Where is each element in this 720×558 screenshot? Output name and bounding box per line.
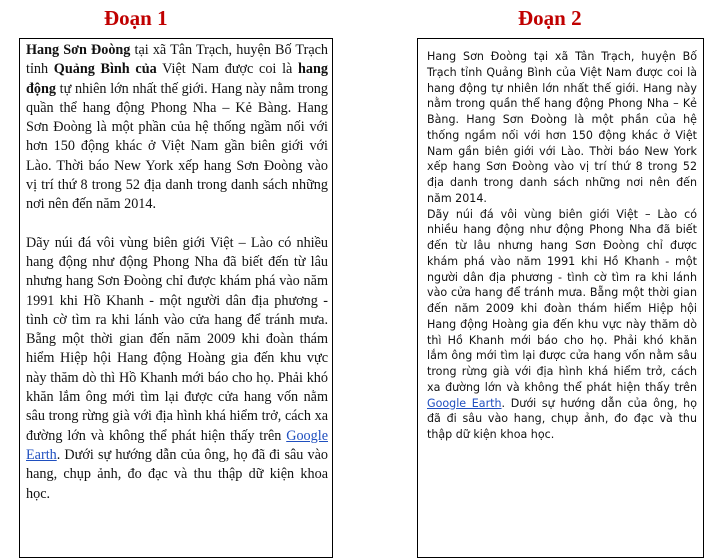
doan-2-paragraph-2 xyxy=(427,207,697,443)
text-box-doan-2 xyxy=(417,38,704,558)
doan-1-bold-quang-binh: Quảng Bình của xyxy=(53,61,157,78)
doan-1-text-segment: tại xã Tân Trạch, huyện Bố Trạch tỉnh xyxy=(26,42,329,78)
doan-1-text-segment: tự nhiên lớn nhất thế giới. Hang này nằm trong quần thể hang động Phong Nha – Kẻ Bàng. Hang Sơn Đoòng là một phần của hệ thống ngầm nối với hơn 150 động khác ở Việt Nam gần biên giới với Lào. Thời báo New York xếp hang Sơn Đoòng vào vị trí thứ 8 trong 52 địa danh trong danh sách những nơi nên đến năm 2014. xyxy=(26,80,328,213)
doan-2-text-segment: Dãy núi đá vôi vùng biên giới Việt – Lào có nhiều hang động như động Phong Nha đã biết đến từ lâu nhưng hang Sơn Đoòng chỉ được khám phá vào năm 1991 khi Hồ Khanh - một người dân địa phương - tình cờ tìm ra khi lánh vào cửa hang để tránh mưa. Bẵng một thời gian đến năm 2009 khi đoàn thám hiểm Hiệp hội Hang động Hoàng gia đến khu vực này thăm dò thì Hồ Khanh mới báo cho họ. Phải khó khăn lắm ông mới tìm lại được cửa hang vốn nằm sâu trong rừng già với địa hình khá hiểm trở, cách xa đường lớn và không thể phát hiện thấy trên xyxy=(427,207,697,394)
doan-1-text-segment: Dãy núi đá vôi vùng biên giới Việt – Lào có nhiều hang động như động Phong Nha đã biết đến từ lâu nhưng hang Sơn Đoòng chỉ được khám phá vào năm 1991 khi Hồ Khanh - một người dân địa phương - tình cờ tìm ra khi lánh vào cửa hang để tránh mưa. Bẵng một thời gian đến năm 2009 khi đoàn thám hiểm Hiệp hội Hang động Hoàng gia đến khu vực này thăm dò thì Hồ Khanh mới báo cho họ. Phải khó khăn lắm ông mới tìm lại được cửa hang vốn nằm sâu trong rừng già với địa hình khá hiểm trở, cách xa đường lớn và không thể phát hiện thấy trên xyxy=(26,234,328,444)
doan-1-google-earth-link[interactable]: Google Earth xyxy=(26,427,328,463)
doan-1-paragraph-2 xyxy=(26,234,328,504)
heading-doan-2: Đoạn 2 xyxy=(518,6,582,30)
doan-1-bold-hang-son-doong: Hang Sơn Đoòng xyxy=(26,42,131,58)
doan-2-paragraph-1: Hang Sơn Đoòng tại xã Tân Trạch, huyện Bố Trạch tỉnh Quảng Bình của Việt Nam được coi là hang động tự nhiên lớn nhất thế giới. Hang này nằm trong quần thể hang động Phong Nha – Kẻ Bàng. Hang Sơn Đoòng là một phần của hệ thống ngầm nối với hơn 150 động khác ở Việt Nam gần biên giới với Lào. Thời báo New York xếp hang Sơn Đoòng vào vị trí thứ 8 trong 52 địa danh trong danh sách những nơi nên đến năm 2014. xyxy=(427,50,697,205)
doan-1-paragraph-1 xyxy=(26,41,328,215)
doan-2-text-segment: . Dưới sự hướng dẫn của ông, họ đã đi sâu vào hang, chụp ảnh, đo đạc và thu thập dữ kiện khoa học. xyxy=(427,396,697,441)
text-box-doan-1 xyxy=(19,38,333,558)
doan-1-text-segment: Việt Nam được coi là xyxy=(156,61,299,78)
doan-1-bold-hang-dong: hang động xyxy=(26,61,328,97)
heading-doan-1: Đoạn 1 xyxy=(104,6,168,30)
doan-1-text-segment: . Dưới sự hướng dẫn của ông, họ đã đi sâu vào hang, chụp ảnh, đo đạc và thu thập dữ kiện khoa học. xyxy=(26,446,328,502)
doan-2-google-earth-link[interactable]: Google Earth xyxy=(427,396,502,410)
